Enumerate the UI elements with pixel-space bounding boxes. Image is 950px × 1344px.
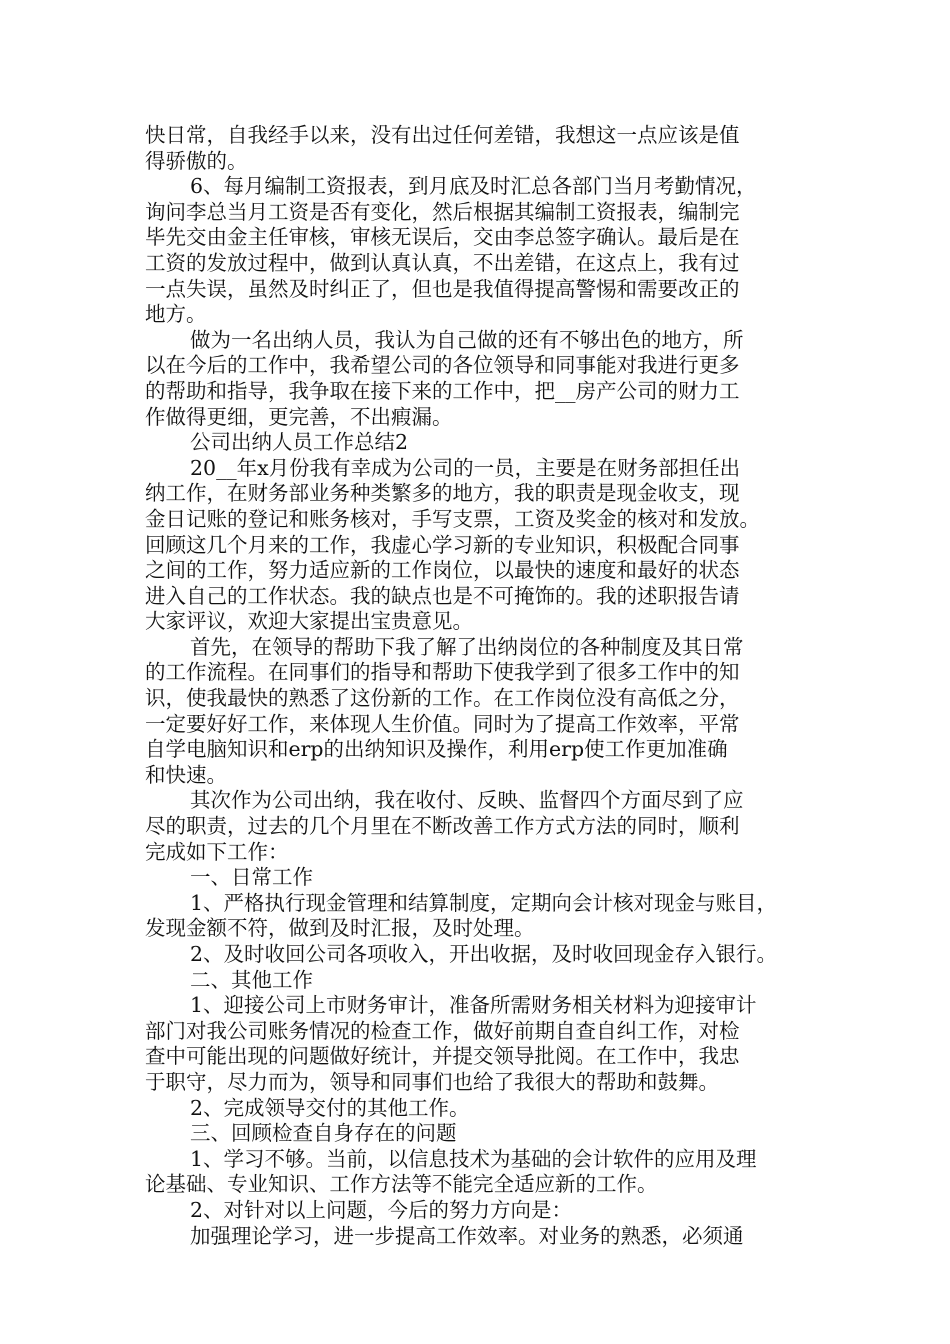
text-line: 金日记账的登记和账务核对，手写支票，工资及奖金的核对和发放。 [145, 506, 760, 531]
text-line: 首先，在领导的帮助下我了解了出纳岗位的各种制度及其日常 [190, 634, 744, 659]
text-line: 询问李总当月工资是否有变化，然后根据其编制工资报表，编制完 [145, 199, 740, 224]
text-line: 一点失误，虽然及时纠正了，但也是我值得提高警惕和需要改正的 [145, 276, 740, 301]
text-line: 识，使我最快的熟悉了这份新的工作。在工作岗位没有高低之分， [145, 686, 740, 711]
text-line: 三、回顾检查自身存在的问题 [190, 1121, 457, 1146]
text-line: 纳工作，在财务部业务种类繁多的地方，我的职责是现金收支，现 [145, 481, 740, 506]
text-line: 部门对我公司账务情况的检查工作，做好前期自查自纠工作，对检 [145, 1018, 740, 1043]
text-line: 的工作流程。在同事们的指导和帮助下使我学到了很多工作中的知 [145, 660, 740, 685]
text-line: 作做得更细，更完善，不出瘕漏。 [145, 404, 453, 429]
text-line: 1、学习不够。当前，以信息技术为基础的会计软件的应用及理 [190, 1146, 757, 1171]
text-line: 自学电脑知识和erp的出纳知识及操作，利用erp使工作更加准确 [145, 737, 728, 762]
text-line: 加强理论学习，进一步提高工作效率。对业务的熟悉，必须通 [190, 1223, 744, 1248]
text-line: 工资的发放过程中，做到认真认真，不出差错，在这点上，我有过 [145, 250, 740, 275]
text-line: 得骄傲的。 [145, 148, 248, 173]
text-line: 进入自己的工作状态。我的缺点也是不可掩饰的。我的述职报告请 [145, 583, 740, 608]
text-line: 地方。 [145, 302, 207, 327]
text-line: 一、日常工作 [190, 865, 313, 890]
text-line: 快日常，自我经手以来，没有出过任何差错，我想这一点应该是值 [145, 123, 740, 147]
text-line: 一定要好好工作，来体现人生价值。同时为了提高工作效率，平常 [145, 711, 740, 736]
text-line: 2、完成领导交付的其他工作。 [190, 1095, 470, 1120]
text-line: 6、每月编制工资报表，到月底及时汇总各部门当月考勤情况， [190, 174, 757, 199]
text-line: 发现金额不符，做到及时汇报，及时处理。 [145, 916, 535, 941]
text-line: 的帮助和指导，我争取在接下来的工作中，把__房产公司的财力工 [145, 378, 740, 403]
text-line: 2、对针对以上问题，今后的努力方向是： [190, 1197, 573, 1222]
text-line: 2、及时收回公司各项收入，开出收据，及时收回现金存入银行。 [190, 942, 778, 966]
text-line: 1、严格执行现金管理和结算制度，定期向会计核对现金与账目， [190, 890, 778, 915]
text-line: 以在今后的工作中，我希望公司的各位领导和同事能对我进行更多 [145, 353, 740, 378]
text-line: 查中可能出现的问题做好统计，并提交领导批阅。在工作中，我忠 [145, 1044, 740, 1069]
document-body [145, 123, 825, 1249]
text-line: 1、迎接公司上市财务审计，准备所需财务相关材料为迎接审计 [190, 993, 757, 1018]
text-line: 尽的职责，过去的几个月里在不断改善工作方式方法的同时，顺利 [145, 814, 740, 839]
text-line: 其次作为公司出纳，我在收付、反映、监督四个方面尽到了应 [190, 788, 744, 813]
text-line: 完成如下工作： [145, 839, 289, 864]
text-line: 毕先交由金主任审核，审核无误后，交由李总签字确认。最后是在 [145, 225, 740, 250]
text-line: 和快速。 [145, 762, 227, 787]
text-line: 做为一名出纳人员，我认为自己做的还有不够出色的地方，所 [190, 327, 744, 352]
text-line: 回顾这几个月来的工作，我虚心学习新的专业知识，积极配合同事 [145, 532, 740, 557]
text-line: 大家评议，欢迎大家提出宝贵意见。 [145, 609, 473, 634]
text-line: 论基础、专业知识、工作方法等不能完全适应新的工作。 [145, 1172, 658, 1197]
text-line: 20__年x月份我有幸成为公司的一员，主要是在财务部担任出 [190, 455, 741, 480]
text-line: 二、其他工作 [190, 967, 313, 992]
text-line: 于职守，尽力而为，领导和同事们也给了我很大的帮助和鼓舞。 [145, 1069, 719, 1094]
text-line: 之间的工作，努力适应新的工作岗位，以最快的速度和最好的状态 [145, 558, 740, 583]
text-line: 公司出纳人员工作总结2 [190, 430, 409, 455]
